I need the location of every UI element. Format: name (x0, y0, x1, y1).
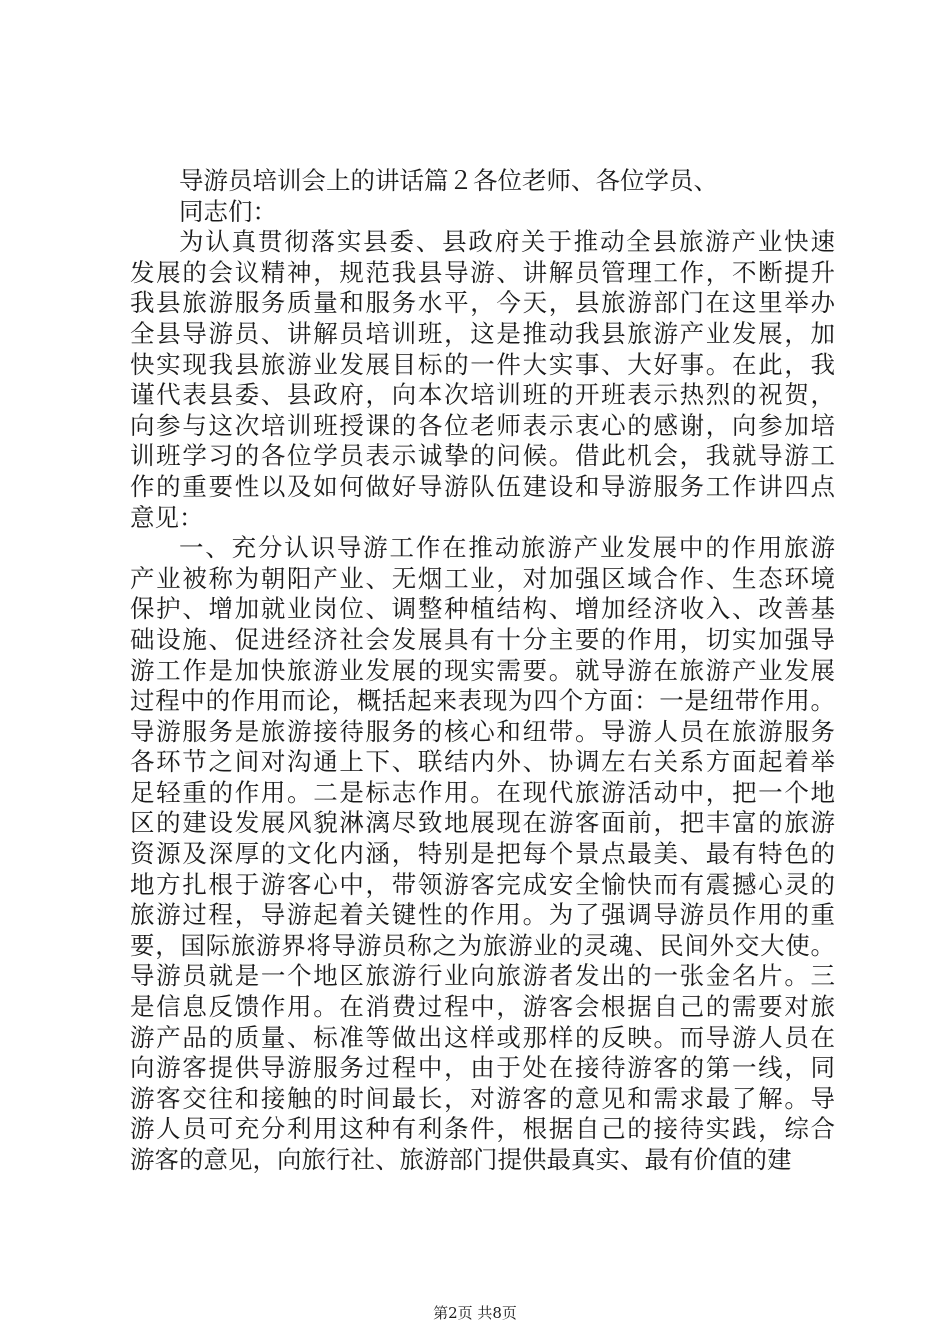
paragraph-line: 游产品的质量、标准等做出这样或那样的反映。而导游人员在 (130, 1022, 835, 1052)
paragraph-line: 发展的会议精神，规范我县导游、讲解员管理工作，不断提升 (130, 257, 835, 287)
paragraph-line: 区的建设发展风貌淋漓尽致地展现在游客面前，把丰富的旅游 (130, 808, 835, 838)
paragraph-line: 快实现我县旅游业发展目标的一件大实事、大好事。在此，我 (130, 349, 835, 379)
paragraph-line: 作的重要性以及如何做好导游队伍建设和导游服务工作讲四点 (130, 471, 835, 501)
paragraph (130, 197, 835, 228)
paragraph-line: 保护、增加就业岗位、调整种植结构、增加经济收入、改善基 (130, 594, 835, 624)
paragraph-line: 过程中的作用而论，概括起来表现为四个方面：一是纽带作用。 (130, 686, 835, 716)
paragraph-line: 游客交往和接触的时间最长，对游客的意见和需求最了解。导 (130, 1083, 835, 1113)
paragraph-line: 我县旅游服务质量和服务水平，今天，县旅游部门在这里举办 (130, 288, 835, 318)
paragraph-line: 向游客提供导游服务过程中，由于处在接待游客的第一线，同 (130, 1053, 835, 1083)
page-footer: 第2页 共8页 (433, 1304, 517, 1322)
paragraph-line: 谨代表县委、县政府，向本次培训班的开班表示热烈的祝贺， (130, 380, 835, 410)
paragraph-line: 为认真贯彻落实县委、县政府关于推动全县旅游产业快速 (179, 227, 835, 257)
paragraph-line: 资源及深厚的文化内涵，特别是把每个景点最美、最有特色的 (130, 839, 835, 869)
paragraph-line: 意见： (130, 502, 204, 532)
paragraph-line: 要，国际旅游界将导游员称之为旅游业的灵魂、民间外交大使。 (130, 930, 835, 960)
paragraph-line: 全县导游员、讲解员培训班，这是推动我县旅游产业发展，加 (130, 318, 835, 348)
paragraph-line: 导游员就是一个地区旅游行业向旅游者发出的一张金名片。三 (130, 961, 835, 991)
paragraph-line: 地方扎根于游客心中，带领游客完成安全愉快而有震撼心灵的 (130, 869, 835, 899)
paragraph-line: 各环节之间对沟通上下、联结内外、协调左右关系方面起着举 (130, 747, 835, 777)
paragraph (130, 533, 835, 1175)
paragraph-line: 旅游过程，导游起着关键性的作用。为了强调导游员作用的重 (130, 900, 835, 930)
paragraph-line: 导游服务是旅游接待服务的核心和纽带。导游人员在旅游服务 (130, 716, 835, 746)
paragraph-line: 同志们： (179, 196, 277, 226)
paragraph-line: 是信息反馈作用。在消费过程中，游客会根据自己的需要对旅 (130, 992, 835, 1022)
paragraph-line: 游工作是加快旅游业发展的现实需要。就导游在旅游产业发展 (130, 655, 835, 685)
paragraph-line: 础设施、促进经济社会发展具有十分主要的作用，切实加强导 (130, 624, 835, 654)
paragraph-line: 游客的意见，向旅行社、旅游部门提供最真实、最有价值的建 (130, 1145, 792, 1174)
paragraph-line: 足轻重的作用。二是标志作用。在现代旅游活动中，把一个地 (130, 777, 835, 807)
document-body (130, 166, 835, 1176)
paragraph-line: 游人员可充分利用这种有利条件，根据自己的接待实践，综合 (130, 1114, 835, 1144)
paragraph-line: 导游员培训会上的讲话篇２各位老师、各位学员、 (179, 166, 718, 195)
paragraph (130, 166, 835, 197)
paragraph-line: 产业被称为朝阳产业、无烟工业，对加强区域合作、生态环境 (130, 563, 835, 593)
paragraph-line: 训班学习的各位学员表示诚挚的问候。借此机会，我就导游工 (130, 441, 835, 471)
paragraph-line: 一、充分认识导游工作在推动旅游产业发展中的作用旅游 (179, 533, 835, 563)
paragraph (130, 227, 835, 533)
paragraph-line: 向参与这次培训班授课的各位老师表示衷心的感谢，向参加培 (130, 410, 835, 440)
